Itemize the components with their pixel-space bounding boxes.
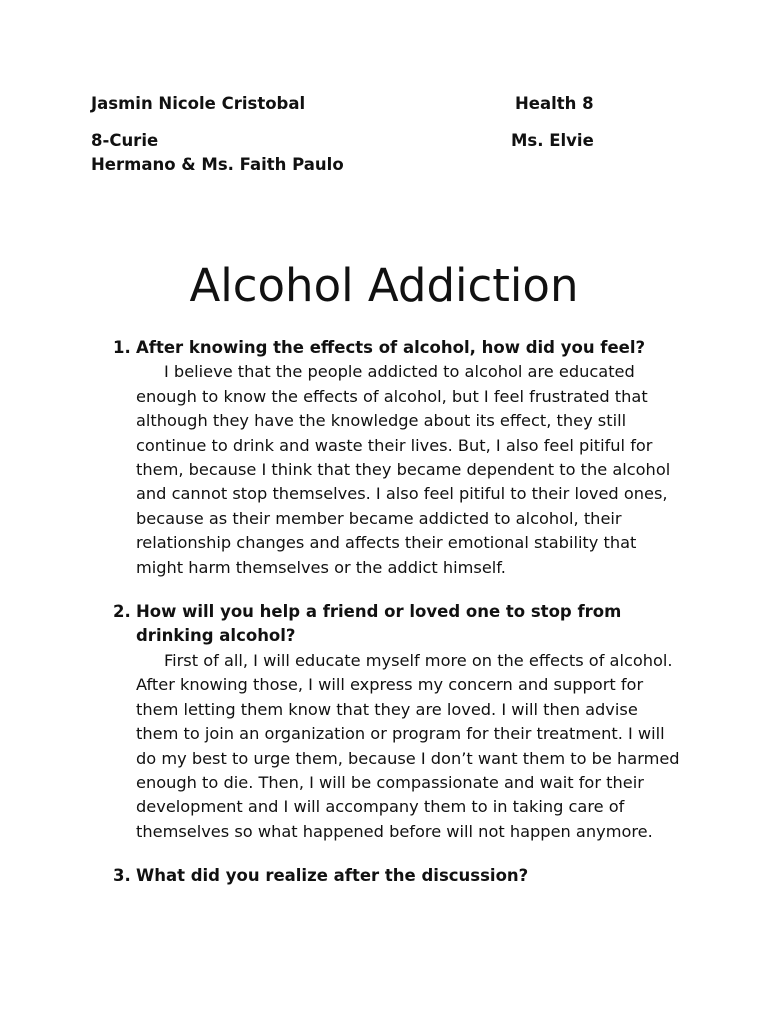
question-number: 2. <box>113 602 131 622</box>
question-item-2 <box>0 600 681 844</box>
answer-text: I believe that the people addicted to alcohol are educated enough to know the effects of alcohol, but I feel frustrated that although they have the knowledge about its effect, they still continue to drink and waste their lives. But, I also feel pitiful for them, because I think that they became dependent to the alcohol and cannot stop themselves. I also feel pitiful to their loved ones, because as their member became addicted to alcohol, their relationship changes and affects their emotional stability that might harm themselves or the addict himself. <box>136 362 671 577</box>
question-item-3 <box>0 864 681 888</box>
question-item-1 <box>0 336 681 580</box>
question-text: How will you help a friend or loved one to stop from drinking alcohol? <box>136 602 622 646</box>
document-title: Alcohol Addiction <box>189 259 579 313</box>
teacher-name-rest: Hermano & Ms. Faith Paulo <box>91 155 344 174</box>
teacher-name-first: Ms. Elvie <box>511 131 594 150</box>
question-list <box>0 336 768 889</box>
student-name: Jasmin Nicole Cristobal <box>91 94 306 113</box>
section-label: 8-Curie <box>91 131 159 150</box>
question-number: 1. <box>113 338 131 357</box>
subject-label: Health 8 <box>515 94 594 113</box>
question-number: 3. <box>113 866 131 886</box>
answer-text: First of all, I will educate myself more on the effects of alcohol. After knowing those, I will express my concern and support for them letting them know that they are loved. I will then advise them to join an organization or program for their treatment. I will do my best to urge them, because I don’t want them to be harmed enough to die. Then, I will be compassionate and wait for their development and I will accompany them to in taking care of themselves so what happened before will not happen anymore. <box>136 650 680 841</box>
question-text: What did you realize after the discussion? <box>136 866 529 886</box>
question-text: After knowing the effects of alcohol, how did you feel? <box>136 338 646 357</box>
